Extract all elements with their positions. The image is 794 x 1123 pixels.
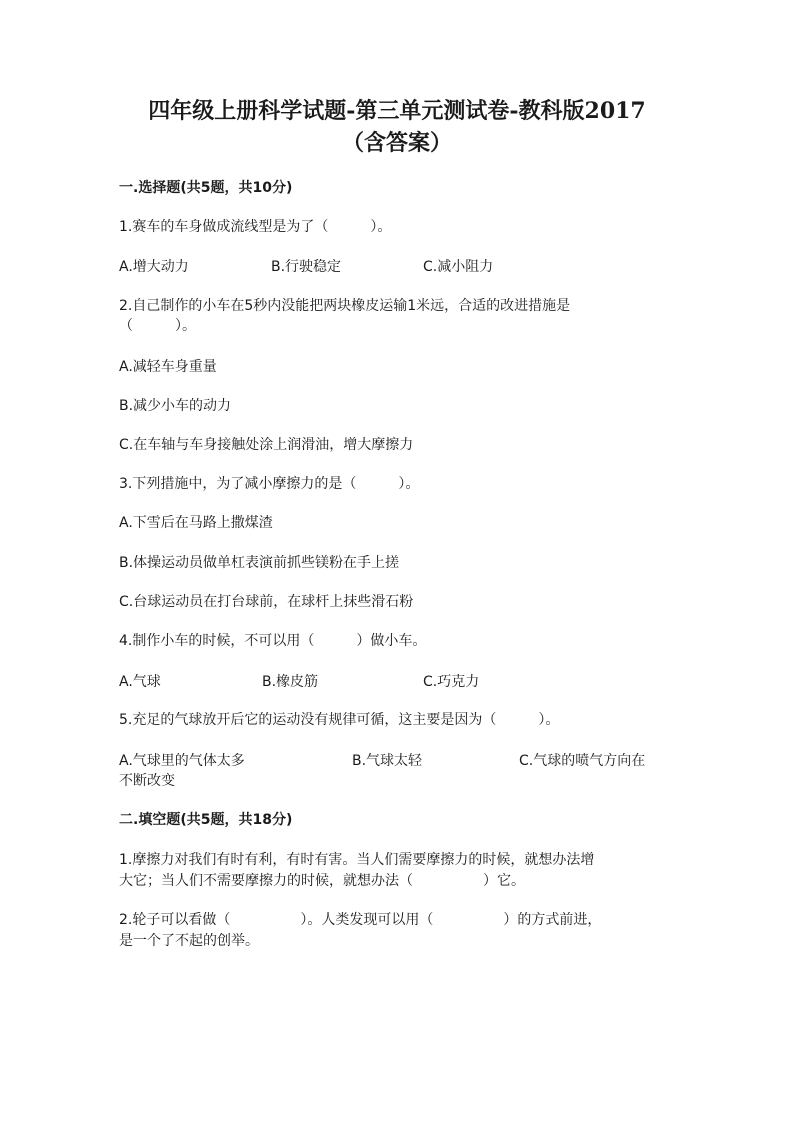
question-2-1-line1: 1.摩擦力对我们有时有利，有时有害。当人们需要摩擦力的时候，就想办法增 [119, 852, 595, 868]
q1-5-option-b: B.气球太轻 [352, 753, 423, 769]
document-title: 四年级上册科学试题-第三单元测试卷-教科版2017 [148, 98, 646, 124]
q1-5-option-c-continued: 不断改变 [119, 773, 175, 789]
q1-5-option-a: A.气球里的气体太多 [119, 753, 245, 769]
q1-5-option-c: C.气球的喷气方向在 [519, 753, 646, 769]
question-2-2-line2: 是一个了不起的创举。 [119, 933, 259, 949]
question-1-2-line2: （ ）。 [119, 318, 196, 334]
q1-1-option-a: A.增大动力 [119, 259, 189, 275]
question-1-2-line1: 2.自己制作的小车在5秒内没能把两块橡皮运输1米远，合适的改进措施是 [119, 298, 571, 314]
q1-4-option-c: C.巧克力 [423, 674, 480, 690]
question-1-5: 5.充足的气球放开后它的运动没有规律可循，这主要是因为（ ）。 [119, 712, 560, 728]
q1-1-option-b: B.行驶稳定 [271, 259, 342, 275]
q1-4-option-a: A.气球 [119, 674, 161, 690]
q1-2-option-c: C.在车轴与车身接触处涂上润滑油，增大摩擦力 [119, 437, 414, 453]
question-1-4: 4.制作小车的时候，不可以用（ ）做小车。 [119, 633, 427, 649]
q1-2-option-b: B.减少小车的动力 [119, 398, 232, 414]
q1-3-option-a: A.下雪后在马路上撒煤渣 [119, 515, 273, 531]
question-2-2-line1: 2.轮子可以看做（ ）。人类发现可以用（ ）的方式前进， [119, 912, 602, 928]
q1-4-option-b: B.橡皮筋 [262, 674, 319, 690]
question-1-1: 1.赛车的车身做成流线型是为了（ ）。 [119, 219, 392, 235]
section-heading-fill: 二.填空题(共5题，共18分) [119, 812, 293, 828]
q1-3-option-c: C.台球运动员在打台球前，在球杆上抹些滑石粉 [119, 594, 414, 610]
q1-2-option-a: A.减轻车身重量 [119, 359, 217, 375]
document-subtitle: （含答案） [341, 130, 452, 156]
q1-1-option-c: C.减小阻力 [423, 259, 494, 275]
question-1-3: 3.下列措施中，为了减小摩擦力的是（ ）。 [119, 476, 420, 492]
q1-3-option-b: B.体操运动员做单杠表演前抓些镁粉在手上搓 [119, 555, 400, 571]
question-2-1-line2: 大它；当人们不需要摩擦力的时候，就想办法（ ）它。 [119, 873, 525, 889]
section-heading-choice: 一.选择题(共5题，共10分) [119, 180, 293, 196]
